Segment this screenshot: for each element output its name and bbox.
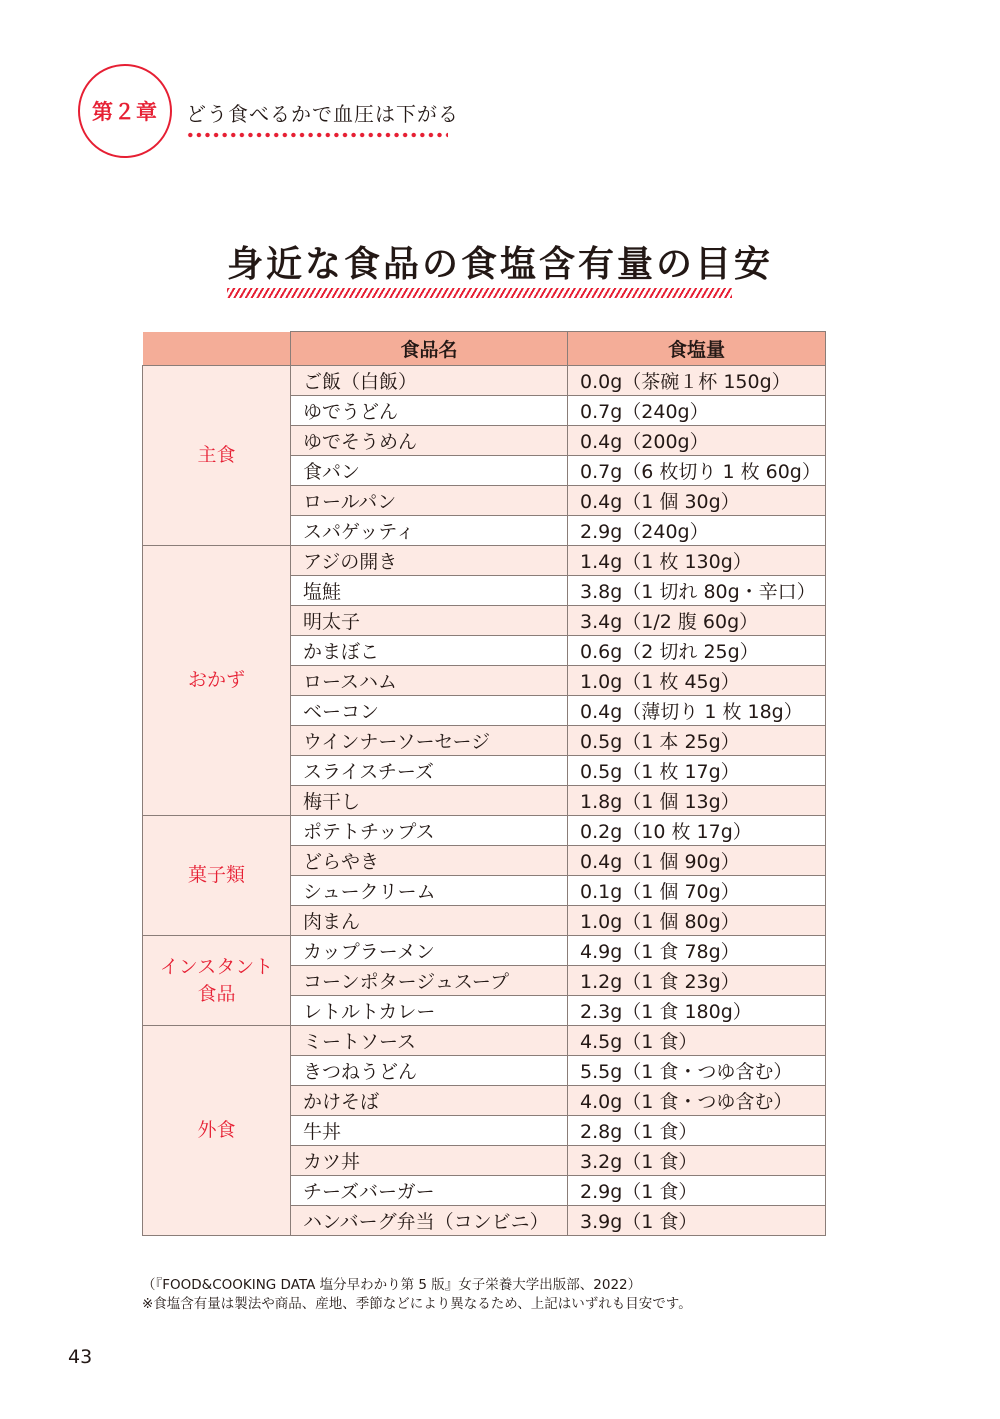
- salt-amount-cell: 0.0g（茶碗１杯 150g）: [568, 366, 826, 396]
- salt-amount-cell: 2.9g（240g）: [568, 516, 826, 546]
- table-row: [143, 816, 826, 846]
- table-body: [143, 366, 826, 1236]
- salt-amount-cell: 0.2g（10 枚 17g）: [568, 816, 826, 846]
- food-name-cell: スライスチーズ: [291, 756, 568, 786]
- food-name-cell: ウインナーソーセージ: [291, 726, 568, 756]
- food-name-cell: カツ丼: [291, 1146, 568, 1176]
- source-notes: [142, 1276, 692, 1314]
- salt-amount-cell: 1.0g（1 枚 45g）: [568, 666, 826, 696]
- salt-amount-cell: 0.4g（1 個 90g）: [568, 846, 826, 876]
- salt-amount-cell: 3.4g（1/2 腹 60g）: [568, 606, 826, 636]
- salt-amount-cell: 0.4g（薄切り 1 枚 18g）: [568, 696, 826, 726]
- food-name-cell: 梅干し: [291, 786, 568, 816]
- food-name-cell: アジの開き: [291, 546, 568, 576]
- food-name-cell: ロースハム: [291, 666, 568, 696]
- header-food-name: 食品名: [291, 332, 568, 366]
- food-name-cell: 牛丼: [291, 1116, 568, 1146]
- title-hatched-underline: [227, 288, 732, 298]
- disclaimer: ※食塩含有量は製法や商品、産地、季節などにより異なるため、上記はいずれも目安です。: [142, 1296, 692, 1312]
- salt-amount-cell: 0.7g（240g）: [568, 396, 826, 426]
- salt-amount-cell: 4.0g（1 食・つゆ含む）: [568, 1086, 826, 1116]
- salt-amount-cell: 3.8g（1 切れ 80g・辛口）: [568, 576, 826, 606]
- salt-content-table: [142, 331, 826, 1236]
- salt-amount-cell: 2.3g（1 食 180g）: [568, 996, 826, 1026]
- dotted-divider: [186, 132, 448, 138]
- salt-amount-cell: 1.8g（1 個 13g）: [568, 786, 826, 816]
- food-name-cell: 明太子: [291, 606, 568, 636]
- category-cell: 外食: [143, 1026, 291, 1236]
- table-row: [143, 366, 826, 396]
- header-corner: [143, 332, 291, 366]
- food-name-cell: きつねうどん: [291, 1056, 568, 1086]
- food-name-cell: 食パン: [291, 456, 568, 486]
- food-name-cell: ゆでうどん: [291, 396, 568, 426]
- food-name-cell: ご飯（白飯）: [291, 366, 568, 396]
- salt-amount-cell: 0.4g（200g）: [568, 426, 826, 456]
- chapter-badge: [78, 64, 172, 158]
- category-cell: おかず: [143, 546, 291, 816]
- chapter-label: 第２章: [92, 100, 158, 124]
- salt-amount-cell: 5.5g（1 食・つゆ含む）: [568, 1056, 826, 1086]
- food-name-cell: スパゲッティ: [291, 516, 568, 546]
- category-cell: 菓子類: [143, 816, 291, 936]
- salt-amount-cell: 0.1g（1 個 70g）: [568, 876, 826, 906]
- table-header-row: [143, 332, 826, 366]
- salt-amount-cell: 3.2g（1 食）: [568, 1146, 826, 1176]
- food-name-cell: ポテトチップス: [291, 816, 568, 846]
- table-row: [143, 546, 826, 576]
- header-salt-amount: 食塩量: [568, 332, 826, 366]
- food-name-cell: どらやき: [291, 846, 568, 876]
- page-title: 身近な食品の食塩含有量の目安: [226, 244, 773, 285]
- salt-amount-cell: 4.5g（1 食）: [568, 1026, 826, 1056]
- food-name-cell: 塩鮭: [291, 576, 568, 606]
- chapter-title: どう食べるかで血圧は下がる: [186, 102, 459, 126]
- food-name-cell: かまぼこ: [291, 636, 568, 666]
- salt-amount-cell: 0.4g（1 個 30g）: [568, 486, 826, 516]
- salt-amount-cell: 2.8g（1 食）: [568, 1116, 826, 1146]
- salt-amount-cell: 0.7g（6 枚切り 1 枚 60g）: [568, 456, 826, 486]
- salt-amount-cell: 1.2g（1 食 23g）: [568, 966, 826, 996]
- food-name-cell: ハンバーグ弁当（コンビニ）: [291, 1206, 568, 1236]
- food-name-cell: ロールパン: [291, 486, 568, 516]
- salt-amount-cell: 2.9g（1 食）: [568, 1176, 826, 1206]
- table-row: [143, 1026, 826, 1056]
- salt-amount-cell: 0.6g（2 切れ 25g）: [568, 636, 826, 666]
- food-name-cell: かけそば: [291, 1086, 568, 1116]
- food-name-cell: ベーコン: [291, 696, 568, 726]
- salt-amount-cell: 1.4g（1 枚 130g）: [568, 546, 826, 576]
- food-name-cell: カップラーメン: [291, 936, 568, 966]
- page-number: 43: [68, 1346, 93, 1368]
- salt-amount-cell: 0.5g（1 枚 17g）: [568, 756, 826, 786]
- table-row: [143, 936, 826, 966]
- salt-amount-cell: 1.0g（1 個 80g）: [568, 906, 826, 936]
- source-citation: （『FOOD&COOKING DATA 塩分早わかり第 5 版』女子栄養大学出版部、2022）: [142, 1277, 642, 1293]
- salt-amount-cell: 4.9g（1 食 78g）: [568, 936, 826, 966]
- food-name-cell: シュークリーム: [291, 876, 568, 906]
- food-name-cell: ミートソース: [291, 1026, 568, 1056]
- food-name-cell: チーズバーガー: [291, 1176, 568, 1206]
- food-name-cell: ゆでそうめん: [291, 426, 568, 456]
- category-cell: 主食: [143, 366, 291, 546]
- salt-amount-cell: 3.9g（1 食）: [568, 1206, 826, 1236]
- food-name-cell: 肉まん: [291, 906, 568, 936]
- salt-amount-cell: 0.5g（1 本 25g）: [568, 726, 826, 756]
- food-name-cell: コーンポタージュスープ: [291, 966, 568, 996]
- category-cell: インスタント 食品: [143, 936, 291, 1026]
- food-name-cell: レトルトカレー: [291, 996, 568, 1026]
